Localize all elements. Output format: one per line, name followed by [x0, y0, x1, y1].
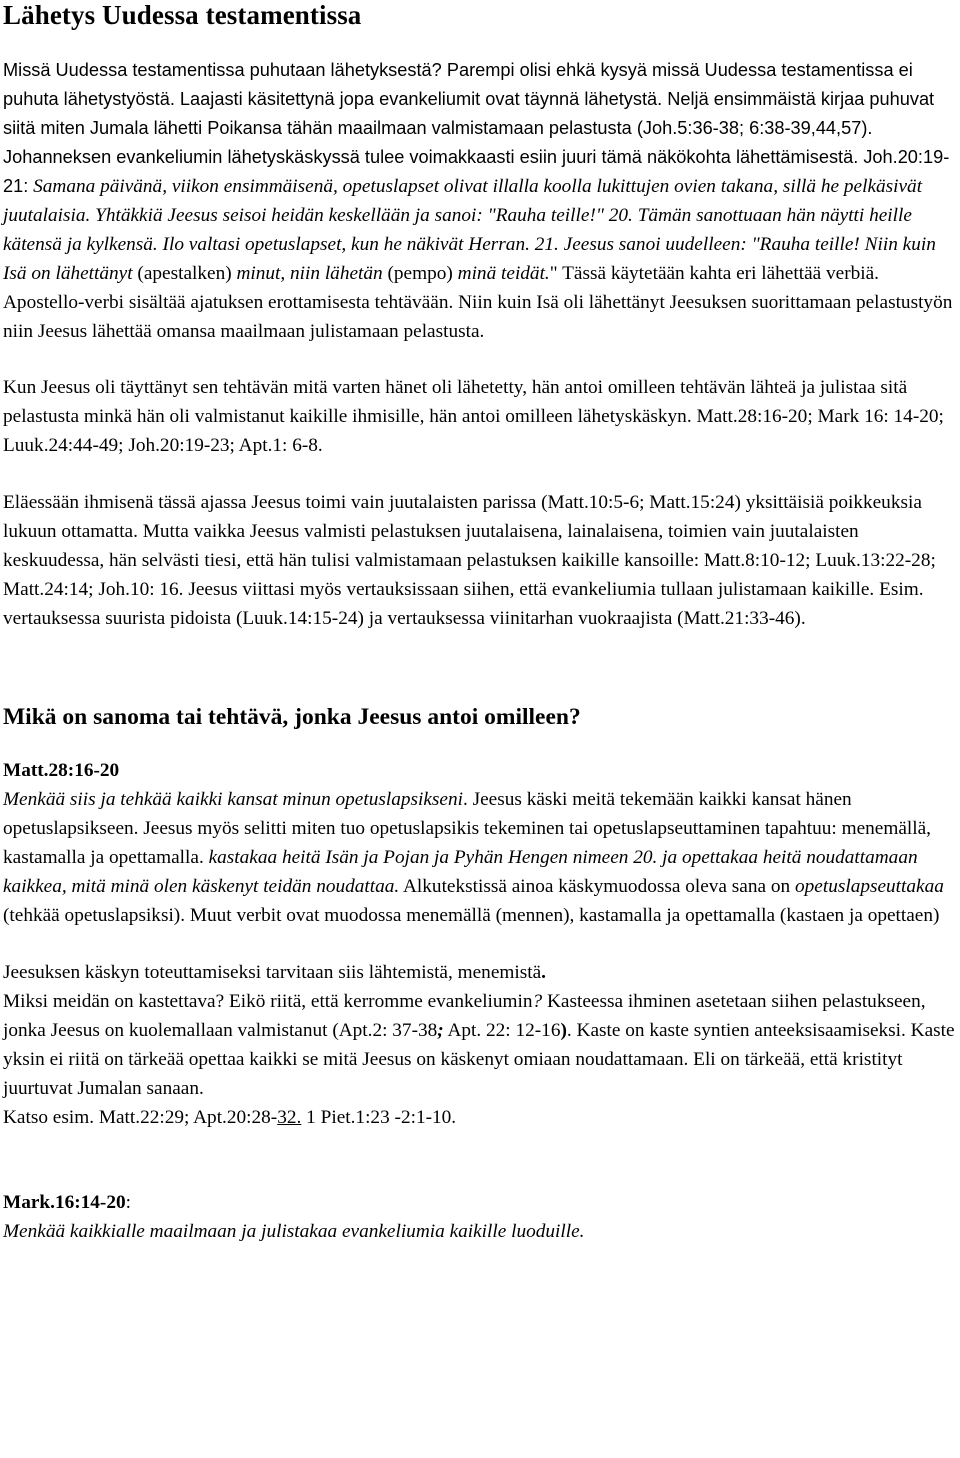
baptism-semicolon: ;: [437, 1020, 444, 1041]
reference-mark-line: [3, 1188, 956, 1217]
intro-quote-2: Niin kuin Isä on lähettänyt: [3, 234, 936, 284]
reference-mark: Mark.16:14-20: [3, 1192, 126, 1213]
matthew-text-3: (tehkää opetuslapsiksi). Muut verbit ovat muodossa menemällä (mennen), kastamalla ja opettamalla (kastaen ja opettaen): [3, 905, 940, 926]
intro-text: Missä Uudessa testamentissa puhutaan lähetyksestä? Parempi olisi ehkä kysyä missä Uudessa testamentissa ei puhuta lähetystyöstä. Laajasti käsitettynä jopa evankeliumit ovat täynnä lähetystä. Neljä ensimmäistä kirjaa puhuvat siitä miten Jumala lähetti Poikansa tähän maailmaan valmistamaan pelastusta (Joh.5:36-38; 6:38-39,44,57). Johanneksen evankeliumin lähetyskäskyssä tulee voimakkaasti esiin juuri tämä näkökohta lähettämisestä. Joh.20:19-21:: [3, 60, 950, 196]
intro-explanation: " Tässä käytetään kahta eri lähettää verbiä. Apostello-verbi sisältää ajatuksen erottamisesta tehtävään. Niin kuin Isä oli lähettänyt Jeesuksen suorittamaan pelastustyön niin Jeesus lähettää omansa maailmaan julistamaan pelastusta.: [3, 263, 953, 342]
baptism-text-4: . Kaste on kaste syntien anteeksisaamiseksi. Kaste yksin ei riitä on tärkeää opettaa kaikki se mitä Jeesus on käskenyt omiaan noudattamaan. Eli on tärkeää, että kristityt juurtuvat Jumalan sanaan.: [3, 1020, 955, 1099]
baptism-close-paren: ): [560, 1020, 567, 1041]
intro-quote-4: minä teidät.: [457, 263, 550, 284]
paragraph-baptism: [3, 958, 956, 1132]
intro-greek-2: (pempo): [382, 263, 458, 284]
matthew-text-1: . Jeesus käski meitä tekemään kaikki kansat hänen opetuslapsikseen. Jeesus myös selitti miten tuo opetuslapsikis tekeminen tai opetuslapseuttaminen tapahtuu: menemällä, kastamalla ja opettamalla.: [3, 789, 931, 868]
paragraph-mark-quote: Menkää kaikkialle maailmaan ja julistakaa evankeliumia kaikille luoduille.: [3, 1221, 585, 1242]
baptism-text-2: Kasteessa ihminen asetetaan siihen pelastukseen, jonka Jeesus on kuolemallaan valmistanut (Apt.2: 37-38: [3, 991, 926, 1041]
reference-matthew: Matt.28:16-20: [3, 760, 120, 781]
intro-quote: Samana päivänä, viikon ensimmäisenä, opetuslapset olivat illalla koolla lukittujen ovien takana, sillä he pelkäsivät juutalaisia. Yhtäkkiä Jeesus seisoi heidän keskellään ja sanoi: "Rauha teille!" 20. Tämän sanottuaan hän näytti heille kätensä ja kylkensä. Ilo valtasi opetuslapset, kun he näkivät Herran. 21. Jeesus sanoi uudelleen: "Rauha teille!: [3, 176, 923, 255]
paragraph-jews-nations: Eläessään ihmisenä tässä ajassa Jeesus toimi vain juutalaisten parissa (Matt.10:5-6; Matt.15:24) yksittäisiä poikkeuksia lukuun ottamatta. Mutta vaikka Jeesus valmisti pelastuksen juutalaisena, lainalaisena, toimien vain juutalaisten keskuudessa, hän selvästi tiesi, että hän tulisi valmistamaan pelastuksen kaikille kansoille: Matt.8:10-12; Luuk.13:22-28; Matt.24:14; Joh.10: 16. Jeesus viittasi myös vertauksissaan siihen, että evankeliumia tullaan julistamaan kaikille. Esim. vertauksessa suurista pidoista (Luuk.14:15-24) ja vertauksessa viinitarhan vuokraajista (Matt.21:33-46).: [3, 492, 936, 629]
baptism-line-1: Jeesuksen käskyn toteuttamiseksi tarvitaan siis lähtemistä, menemistä: [3, 962, 542, 983]
matthew-quote-2: kastakaa heitä Isän ja Pojan ja Pyhän Hengen nimeen 20. ja opettakaa heitä noudattamaan kaikkea, mitä minä olen käskenyt teidän noudattaa.: [3, 847, 918, 897]
see-also-link[interactable]: 32.: [277, 1107, 302, 1128]
matthew-keyword: opetuslapseuttakaa: [795, 876, 944, 897]
paragraph-matthew: [3, 785, 956, 930]
baptism-text-1: Miksi meidän on kastettava? Eikö riitä, että kerromme evankeliumin: [3, 991, 533, 1012]
matthew-text-2: Alkutekstissä ainoa käskymuodossa oleva sana on: [399, 876, 795, 897]
matthew-quote-1: Menkää siis ja tehkää kaikki kansat minun opetuslapsikseni: [3, 789, 463, 810]
paragraph-intro: [3, 56, 956, 346]
reference-mark-colon: :: [125, 1192, 131, 1213]
intro-quote-3: minut, niin lähetän: [236, 263, 383, 284]
see-also-text-2: 1 Piet.1:23 -2:1-10.: [301, 1107, 457, 1128]
intro-greek-1: (apestalken): [132, 263, 237, 284]
baptism-line-1-end: .: [541, 962, 546, 983]
paragraph-great-commission: Kun Jeesus oli täyttänyt sen tehtävän mitä varten hänet oli lähetetty, hän antoi omilleen tehtävän lähteä ja julistaa sitä pelastusta minkä hän oli valmistanut kaikille ihmisille, hän antoi omilleen lähetyskäskyn. Matt.28:16-20; Mark 16: 14-20; Luuk.24:44-49; Joh.20:19-23; Apt.1: 6-8.: [3, 377, 944, 456]
baptism-text-3: Apt. 22: 12-16: [443, 1020, 561, 1041]
section-heading: Mikä on sanoma tai tehtävä, jonka Jeesus antoi omilleen?: [3, 704, 581, 730]
baptism-question-mark: ?: [532, 991, 543, 1012]
page-title: Lähetys Uudessa testamentissa: [3, 0, 362, 30]
see-also-text: Katso esim. Matt.22:29; Apt.20:28-: [3, 1107, 278, 1128]
